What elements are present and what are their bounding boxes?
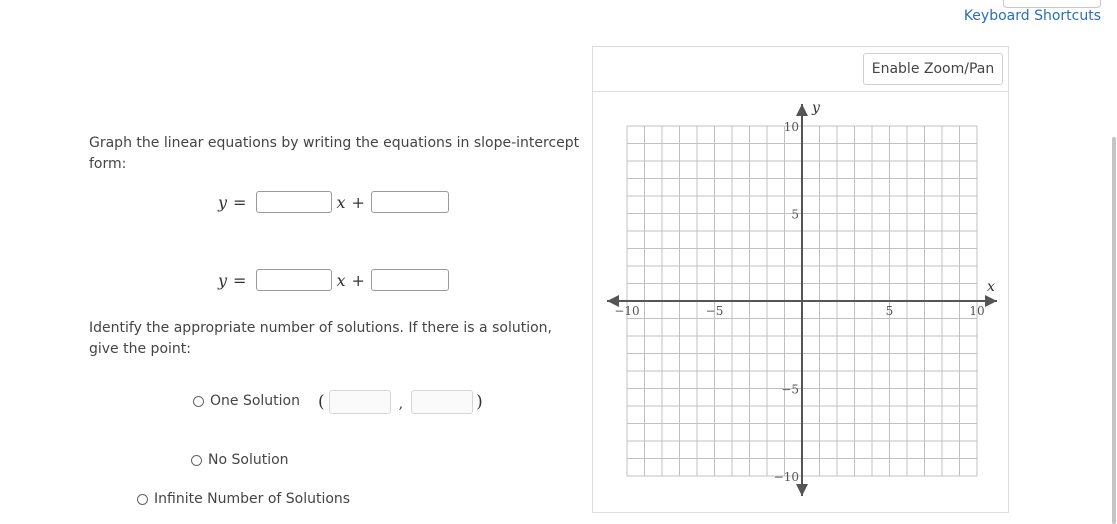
equation-2-x: x (336, 270, 346, 290)
enable-zoom-pan-button[interactable]: Enable Zoom/Pan (863, 53, 1003, 85)
y-axis-label: y (812, 100, 820, 116)
coordinate-graph[interactable] (593, 92, 1008, 512)
point-comma: , (398, 396, 404, 412)
one-solution-radio[interactable] (193, 396, 204, 407)
equation-1-intercept-input[interactable] (371, 191, 449, 213)
infinite-solutions-option[interactable] (137, 491, 350, 507)
x-tick-label: 10 (969, 304, 985, 318)
page-scrollbar[interactable] (1112, 137, 1116, 524)
one-solution-label: One Solution (210, 393, 300, 409)
equation-1-equals: = (233, 192, 247, 212)
equation-1-plus: + (351, 192, 365, 212)
equation-2-slope-input[interactable] (256, 269, 332, 291)
equation-2-equals: = (233, 270, 247, 290)
no-solution-option[interactable] (191, 452, 289, 468)
point-x-input[interactable] (329, 390, 391, 414)
equation-1 (218, 189, 449, 215)
instruction-text: Graph the linear equations by writing the equations in slope-intercept form: (89, 135, 580, 172)
solution-point (318, 390, 483, 414)
graph-panel (592, 46, 1009, 513)
equation-1-lhs: y (218, 192, 228, 212)
top-corner-button[interactable] (1003, 0, 1101, 8)
x-axis-right-arrow (985, 295, 997, 307)
equation-2-lhs: y (218, 270, 228, 290)
x-tick-label: −5 (705, 304, 724, 318)
infinite-solutions-label: Infinite Number of Solutions (154, 491, 351, 507)
no-solution-label: No Solution (208, 452, 289, 468)
y-tick-label: −5 (781, 382, 799, 397)
infinite-solutions-radio[interactable] (137, 494, 148, 505)
no-solution-radio[interactable] (191, 455, 202, 466)
equation-2 (218, 267, 449, 293)
x-tick-label: 5 (885, 304, 894, 318)
graph-toolbar (593, 47, 1008, 92)
equation-1-x: x (336, 192, 346, 212)
equation-1-slope-input[interactable] (256, 191, 332, 213)
y-axis-top-arrow (796, 104, 808, 116)
y-tick-label: −10 (773, 470, 799, 484)
y-axis-bottom-arrow (796, 484, 808, 496)
equation-2-plus: + (351, 270, 365, 290)
point-y-input[interactable] (411, 390, 473, 414)
point-open-paren: ( (318, 392, 325, 412)
one-solution-option[interactable] (193, 393, 300, 409)
equation-2-intercept-input[interactable] (371, 269, 449, 291)
y-tick-label: 10 (783, 120, 799, 134)
solutions-prompt: Identify the appropriate number of solutions. If there is a solution, give the point: (89, 320, 552, 357)
keyboard-shortcuts-link[interactable]: Keyboard Shortcuts (963, 8, 1101, 24)
point-close-paren: ) (476, 392, 483, 412)
x-tick-label: −10 (614, 304, 640, 318)
x-axis-label: x (987, 279, 995, 295)
y-tick-label: 5 (791, 207, 799, 222)
